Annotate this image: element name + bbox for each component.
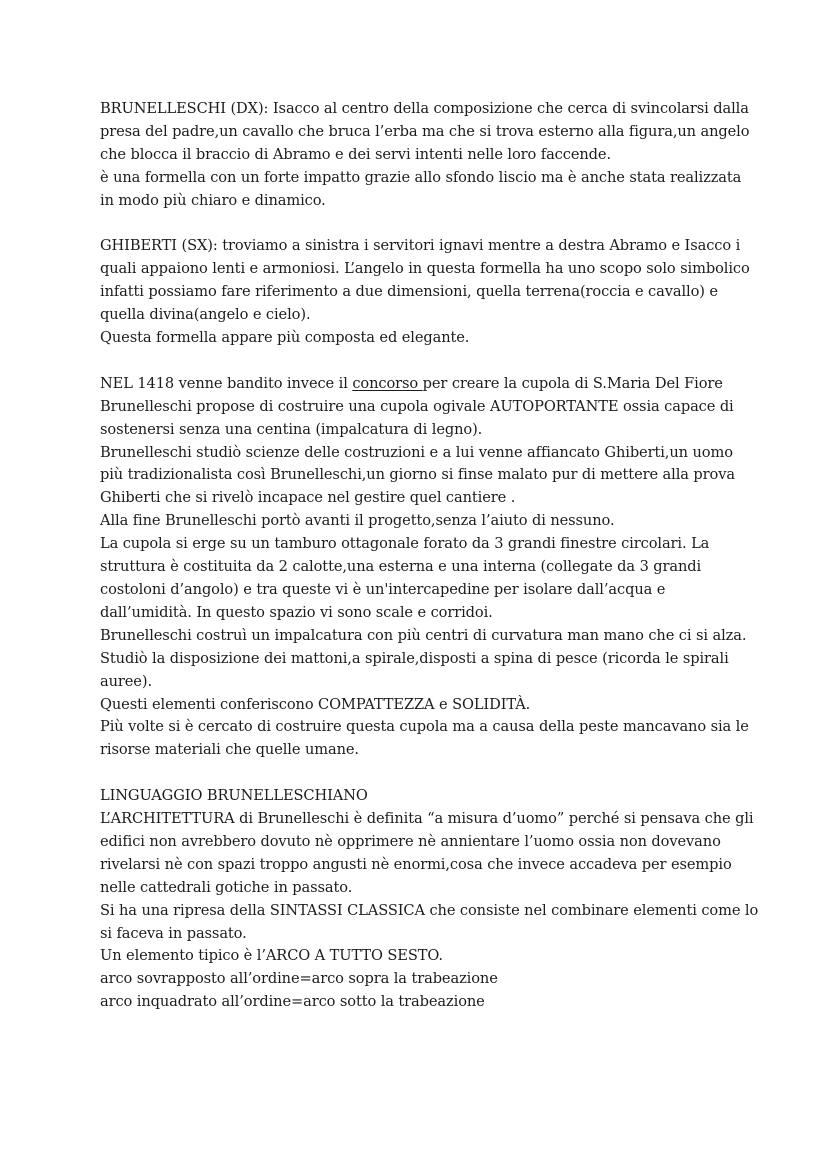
text-line: Più volte si è cercato di costruire questa cupola ma a causa della peste mancavano sia le bbox=[100, 718, 749, 736]
text-line: è una formella con un forte impatto grazie allo sfondo liscio ma è anche stata realizzata bbox=[100, 168, 742, 186]
text-line: GHIBERTI (SX): troviamo a sinistra i servitori ignavi mentre a destra Abramo e Isacco i bbox=[100, 237, 741, 255]
text-line: sostenersi senza una centina (impalcatura di legno). bbox=[100, 420, 483, 438]
paragraph-ghiberti-formella bbox=[100, 235, 750, 350]
text-line: quella divina(angelo e cielo). bbox=[100, 306, 311, 324]
text-line: rivelarsi nè con spazi troppo angusti nè enormi,cosa che invece accadeva per esempio bbox=[100, 855, 732, 873]
text-line: Si ha una ripresa della SINTASSI CLASSICA che consiste nel combinare elementi come lo bbox=[100, 901, 759, 919]
text-line: in modo più chiaro e dinamico. bbox=[100, 191, 326, 209]
paragraph-cupola bbox=[100, 373, 749, 762]
text-line: che blocca il braccio di Abramo e dei servi intenti nelle loro faccende. bbox=[100, 145, 611, 163]
text-line: dall’umidità. In questo spazio vi sono scale e corridoi. bbox=[100, 603, 493, 621]
text-line-concorso bbox=[100, 373, 740, 396]
paragraph-brunelleschi-formella bbox=[100, 98, 750, 213]
text-line: costoloni d’angolo) e tra queste vi è un'intercapedine per isolare dall’acqua e bbox=[100, 581, 666, 598]
text-line: auree). bbox=[100, 672, 152, 690]
underlined-word: concorso bbox=[352, 374, 423, 392]
text-line: Brunelleschi propose di costruire una cupola ogivale AUTOPORTANTE ossia capace di bbox=[100, 397, 734, 415]
text-line: Alla fine Brunelleschi portò avanti il progetto,senza l’aiuto di nessuno. bbox=[100, 512, 615, 530]
text-line: Questi elementi conferiscono COMPATTEZZA e SOLIDITÀ. bbox=[100, 695, 531, 713]
text-line: Questa formella appare più composta ed elegante. bbox=[100, 329, 470, 347]
text-line: edifici non avrebbero dovuto nè opprimere nè annientare l’uomo ossia non dovevano bbox=[100, 832, 721, 850]
paragraph-linguaggio-brunelleschiano bbox=[100, 785, 759, 1014]
text-line: arco sovrapposto all’ordine=arco sopra la trabeazione bbox=[100, 970, 498, 988]
text-line: L’ARCHITETTURA di Brunelleschi è definita “a misura d’uomo” perché si pensava che gli bbox=[100, 810, 754, 828]
text-line: infatti possiamo fare riferimento a due dimensioni, quella terrena(roccia e cavallo) e bbox=[100, 283, 718, 301]
text-line: si faceva in passato. bbox=[100, 924, 247, 942]
text-line: Un elemento tipico è l’ARCO A TUTTO SESTO. bbox=[100, 947, 443, 965]
text-line: La cupola si erge su un tamburo ottagonale forato da 3 grandi finestre circolari. La bbox=[100, 535, 710, 553]
text-fragment: NEL 1418 venne bandito invece il bbox=[100, 374, 353, 392]
text-line: arco inquadrato all’ordine=arco sotto la trabeazione bbox=[100, 993, 485, 1011]
text-line: struttura è costituita da 2 calotte,una esterna e una interna (collegate da 3 grandi bbox=[100, 558, 702, 576]
text-fragment: per creare la cupola di S.Maria Del Fiore bbox=[422, 374, 723, 392]
text-line: Brunelleschi costruì un impalcatura con più centri di curvatura man mano che ci si alza. bbox=[100, 626, 747, 644]
text-line: quali appaiono lenti e armoniosi. L’angelo in questa formella ha uno scopo solo simbolico bbox=[100, 260, 750, 278]
text-line: nelle cattedrali gotiche in passato. bbox=[100, 878, 353, 896]
text-line: risorse materiali che quelle umane. bbox=[100, 741, 359, 759]
text-line: più tradizionalista così Brunelleschi,un giorno si finse malato pur di mettere alla prova bbox=[100, 466, 735, 484]
text-line: Ghiberti che si rivelò incapace nel gestire quel cantiere . bbox=[100, 489, 516, 507]
text-line: presa del padre,un cavallo che bruca l’erba ma che si trova esterno alla figura,un angelo bbox=[100, 122, 750, 140]
text-line: Brunelleschi studiò scienze delle costruzioni e a lui venne affiancato Ghiberti,un uomo bbox=[100, 443, 733, 461]
text-line: BRUNELLESCHI (DX): Isacco al centro della composizione che cerca di svincolarsi dalla bbox=[100, 100, 749, 117]
section-heading: LINGUAGGIO BRUNELLESCHIANO bbox=[100, 787, 368, 805]
document-body bbox=[100, 98, 759, 1037]
text-line: Studiò la disposizione dei mattoni,a spirale,disposti a spina di pesce (ricorda le spirali bbox=[100, 649, 729, 667]
